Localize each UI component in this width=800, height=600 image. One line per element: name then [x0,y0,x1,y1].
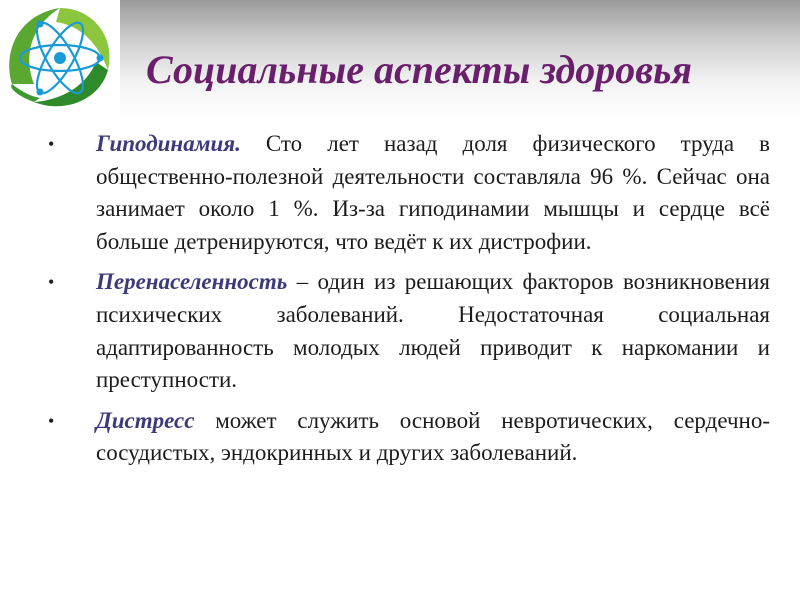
slide-title: Социальные аспекты здоровья [146,47,693,92]
term-label: Гиподинамия. [96,131,241,156]
list-item [48,128,770,258]
term-label: Перенаселенность [96,269,288,295]
bullet-icon: • [48,272,55,293]
item-text: может служить основой невротических, сердечно-сосудистых, эндокринных и других заболеваний. [96,407,770,466]
bullet-list [48,128,770,478]
item-text: – один из решающих факторов возникновения психических заболеваний. Недостаточная социальная адаптированность молодых людей приводит к наркомании и преступности. [96,269,770,393]
bullet-icon: • [48,410,55,431]
item-text: Сто лет назад доля физического труда в общественно-полезной деятельности составляла 96 %. Сейчас она занимает около 1 %. Из-за гиподинамии мышцы и сердце всё больше детренируются, что ведёт к их дистрофии. [96,131,770,254]
list-item [48,266,770,396]
list-item [48,405,770,470]
atom-icon [0,0,120,118]
bullet-icon: • [48,134,55,154]
term-label: Дистресс [96,407,195,433]
